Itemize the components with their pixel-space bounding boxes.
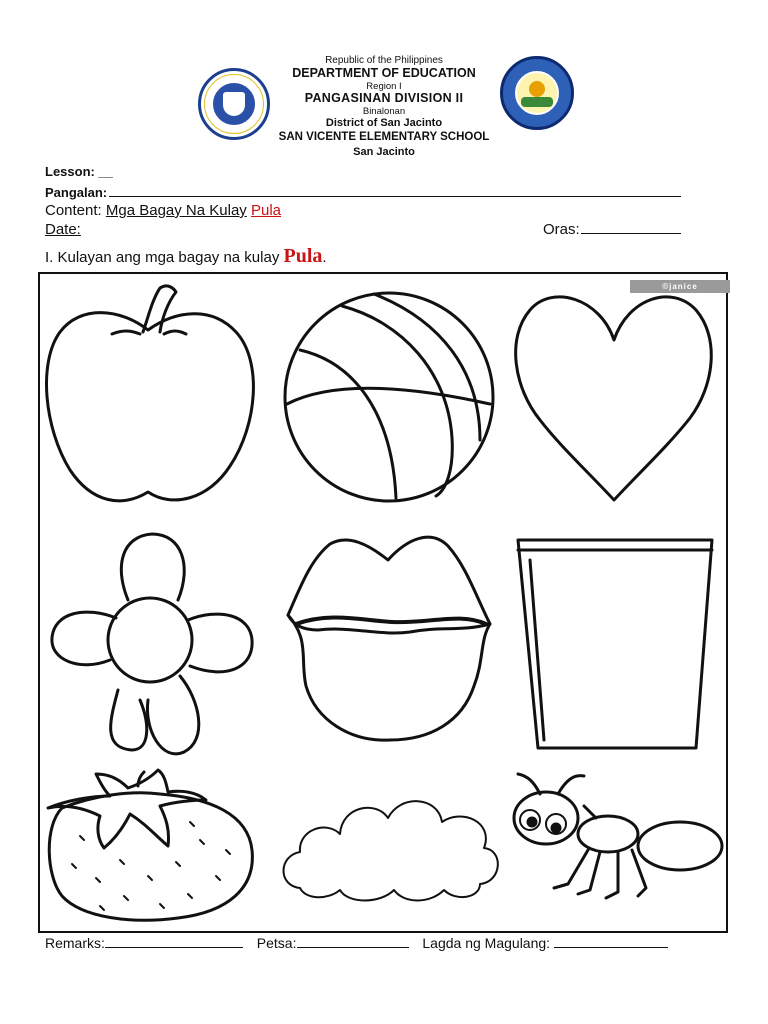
division-line: PANGASINAN DIVISION II xyxy=(304,91,464,105)
petsa-blank[interactable] xyxy=(297,936,409,948)
lagda-label: Lagda ng Magulang: xyxy=(422,935,551,951)
content-label: Content: xyxy=(45,202,102,219)
remarks-label: Remarks: xyxy=(45,935,105,951)
flower-icon[interactable] xyxy=(52,534,252,754)
town-line: San Jacinto xyxy=(353,146,415,158)
lesson-label: Lesson: __ xyxy=(45,164,113,179)
pangalan-label: Pangalan: xyxy=(45,185,108,200)
content-value: Mga Bagay Na Kulay xyxy=(105,202,247,219)
glass-icon[interactable] xyxy=(518,540,712,748)
basketball-icon[interactable] xyxy=(285,293,493,501)
footer-signature-line xyxy=(45,935,668,951)
department-line: DEPARTMENT OF EDUCATION xyxy=(292,66,476,80)
remarks-blank[interactable] xyxy=(105,936,243,948)
republic-line: Republic of the Philippines xyxy=(325,55,443,66)
instruction-color-word: Pula xyxy=(283,245,323,267)
content-color-word: Pula xyxy=(250,202,282,219)
school-name: SAN VICENTE ELEMENTARY SCHOOL xyxy=(278,131,490,143)
cloud-icon[interactable] xyxy=(284,801,498,900)
instruction-period: . xyxy=(322,249,327,266)
heart-icon[interactable] xyxy=(516,297,712,500)
region-line: Region I xyxy=(366,81,402,92)
petsa-label: Petsa: xyxy=(256,935,297,951)
lips-icon[interactable] xyxy=(288,537,490,740)
municipality-line: Binalonan xyxy=(362,106,406,117)
oras-label: Oras: xyxy=(543,221,580,238)
ant-icon[interactable] xyxy=(514,774,722,898)
date-label: Date: xyxy=(45,221,81,238)
instruction-text: I. Kulayan ang mga bagay na kulay xyxy=(45,249,280,266)
watermark-label: ©janice xyxy=(630,280,730,293)
lagda-blank[interactable] xyxy=(554,936,668,948)
apple-icon[interactable] xyxy=(47,286,254,501)
strawberry-icon[interactable] xyxy=(48,770,252,920)
district-line: District of San Jacinto xyxy=(325,117,443,129)
